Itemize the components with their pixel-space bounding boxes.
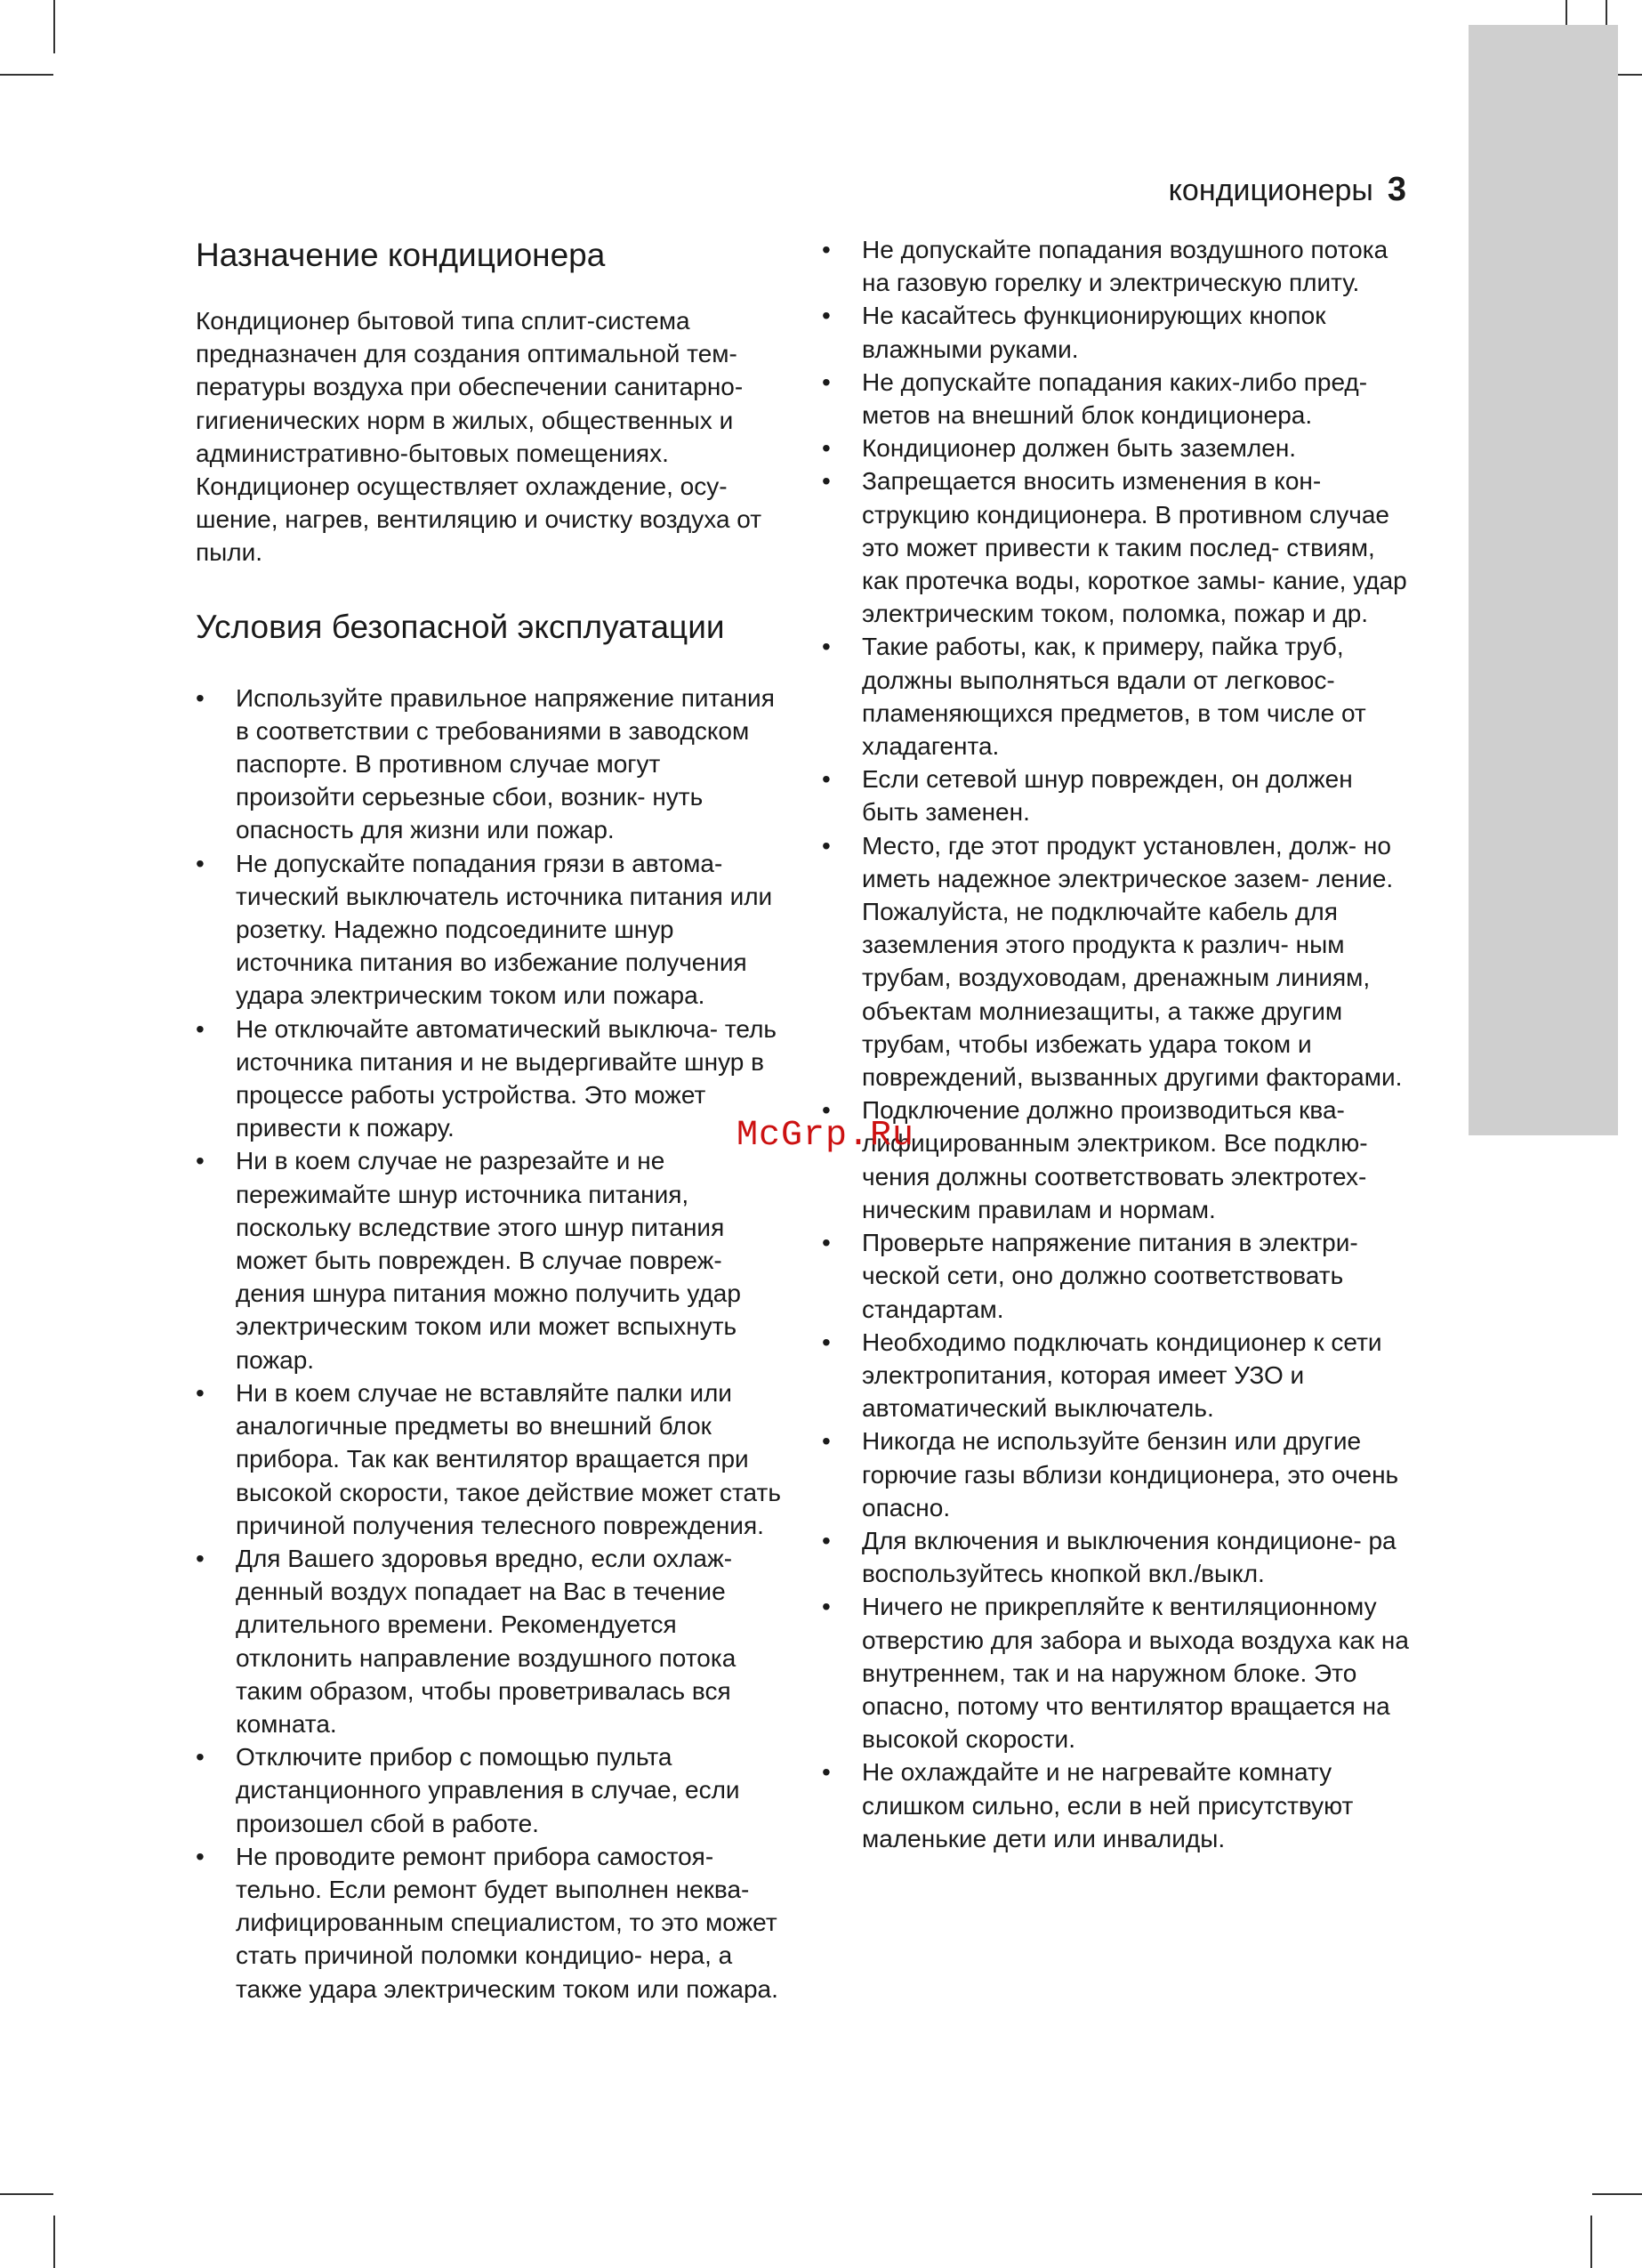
bullet-icon: •: [822, 1593, 831, 1621]
list-item: • Отключите прибор с помощью пульта дистанционного управления в случае, если произошел сбой в работе.: [196, 1740, 783, 1840]
crop-mark: [1592, 2193, 1642, 2195]
list-item: • Подключение должно производиться ква- лифицированным электриком. Все подклю- чения должны соответствовать электротех- ническим правилам и нормам.: [822, 1094, 1414, 1226]
heading-safety: Условия безопасной эксплуатации: [196, 608, 725, 645]
bullet-icon: •: [196, 849, 205, 877]
bullet-icon: •: [822, 1328, 831, 1356]
side-tab: [1469, 25, 1618, 1135]
list-item: • Не допускайте попадания грязи в автома- тический выключатель источника питания или розетку. Надежно подсоедините шнур источника питания во избежание получения удара электрическим током или пожара.: [196, 847, 783, 1013]
bullet-icon: •: [822, 236, 831, 263]
bullet-icon: •: [196, 1544, 205, 1572]
list-item: • Ничего не прикрепляйте к вентиляционному отверстию для забора и выхода воздуха как на внутреннем, так и на наружном блоке. Это опасно, потому что вентилятор вращается на высокой скорости.: [822, 1590, 1414, 1755]
bullet-icon: •: [822, 633, 831, 661]
list-item: • Не допускайте попадания воздушного потока на газовую горелку и электрическую плиту.: [822, 233, 1414, 299]
list-item: • Кондиционер должен быть заземлен.: [822, 432, 1414, 464]
bullet-icon: •: [822, 1427, 831, 1456]
crop-mark: [0, 74, 53, 76]
bullet-icon: •: [822, 1096, 831, 1125]
bullet-icon: •: [822, 1229, 831, 1257]
running-header: [1169, 171, 1406, 209]
bullet-icon: •: [196, 1147, 205, 1175]
bullet-icon: •: [822, 367, 831, 396]
list-item: • Не отключайте автоматический выключа- тель источника питания и не выдергивайте шнур в процессе работы устройства. Это может привести к пожару.: [196, 1013, 783, 1145]
bullet-icon: •: [822, 467, 831, 496]
safety-list-left: [196, 682, 783, 2006]
bullet-icon: •: [196, 1378, 205, 1407]
header-section: кондиционеры: [1168, 174, 1373, 207]
list-item: • Не допускайте попадания каких-либо пред- метов на внешний блок кондиционера.: [822, 366, 1414, 432]
list-item: • Ни в коем случае не вставляйте палки или аналогичные предметы во внешний блок прибора. Так как вентилятор вращается при высокой скорости, такое действие может стать причиной получения телесного повреждения.: [196, 1376, 783, 1542]
list-item: • Никогда не используйте бензин или другие горючие газы вблизи кондиционера, это очень опасно.: [822, 1425, 1414, 1524]
list-item: • Место, где этот продукт установлен, долж- но иметь надежное электрическое зазем- ление. Пожалуйста, не подключайте кабель для заземления этого продукта к различ- ным трубам, воздуховодам, дренажным линиям, объектам молниезащиты, а также другим трубам, чтобы избежать удара током и повреждений, вызванных другими факторами.: [822, 829, 1414, 1094]
watermark-logo: McGrp.Ru: [736, 1116, 915, 1156]
list-item: • Запрещается вносить изменения в кон- струкцию кондиционера. В противном случае это может привести к таким послед- ствиям, как протечка воды, короткое замы- кание, удар электрическим током, поломка, пожар и др.: [822, 464, 1414, 630]
bullet-icon: •: [196, 1842, 205, 1870]
bullet-icon: •: [822, 434, 831, 463]
bullet-icon: •: [822, 831, 831, 860]
list-item: • Для включения и выключения кондиционе- ра воспользуйтесь кнопкой вкл./выкл.: [822, 1524, 1414, 1590]
bullet-icon: •: [822, 765, 831, 794]
crop-mark: [53, 2216, 55, 2268]
safety-list-right: [822, 233, 1414, 1855]
crop-mark: [53, 0, 55, 53]
purpose-paragraph: Кондиционер бытовой типа сплит-система предназначен для создания оптимальной тем- пературы воздуха при обеспечении санитарно- гигиенических норм в жилых, общественных и административно-бытовых помещениях. Кондиционер осуществляет охлаждение, осу- шение, нагрев, вентиляцию и очистку воздуха от пыли.: [196, 307, 762, 567]
right-column: [822, 233, 1414, 1855]
left-column: [196, 233, 783, 2006]
crop-mark: [1590, 2216, 1592, 2268]
bullet-icon: •: [196, 683, 205, 712]
list-item: • Не проводите ремонт прибора самостоя- тельно. Если ремонт будет выполнен неква- лифицированным специалистом, то это может стать причиной поломки кондицио- нера, а также удара электрическим током или пожара.: [196, 1840, 783, 2006]
bullet-icon: •: [822, 302, 831, 330]
bullet-icon: •: [196, 1014, 205, 1043]
list-item: • Используйте правильное напряжение питания в соответствии с требованиями в заводском паспорте. В противном случае могут произойти серьезные сбои, возник- нуть опасность для жизни или пожар.: [196, 682, 783, 847]
page-number: 3: [1387, 171, 1406, 208]
crop-mark: [0, 2193, 53, 2195]
list-item: • Такие работы, как, к примеру, пайка труб, должны выполняться вдали от легковос- пламеняющихся предметов, в том числе от хладагента.: [822, 630, 1414, 763]
bullet-icon: •: [822, 1758, 831, 1787]
bullet-icon: •: [196, 1743, 205, 1772]
list-item: • Не касайтесь функционирующих кнопок влажными руками.: [822, 299, 1414, 365]
list-item: • Ни в коем случае не разрезайте и не пережимайте шнур источника питания, поскольку вследствие этого шнур питания может быть поврежден. В случае повреж- дения шнура питания можно получить удар электрическим током или может вспыхнуть пожар.: [196, 1144, 783, 1376]
bullet-icon: •: [822, 1526, 831, 1554]
list-item: • Необходимо подключать кондиционер к сети электропитания, которая имеет УЗО и автоматический выключатель.: [822, 1326, 1414, 1425]
heading-purpose: Назначение кондиционера: [196, 237, 606, 273]
list-item: • Если сетевой шнур поврежден, он должен быть заменен.: [822, 763, 1414, 828]
list-item: • Для Вашего здоровья вредно, если охлаж- денный воздух попадает на Вас в течение длительного времени. Рекомендуется отклонить направление воздушного потока таким образом, чтобы проветривалась вся комната.: [196, 1542, 783, 1740]
list-item: • Проверьте напряжение питания в электри- ческой сети, оно должно соответствовать стандартам.: [822, 1226, 1414, 1326]
list-item: • Не охлаждайте и не нагревайте комнату слишком сильно, если в ней присутствуют маленькие дети или инвалиды.: [822, 1755, 1414, 1855]
